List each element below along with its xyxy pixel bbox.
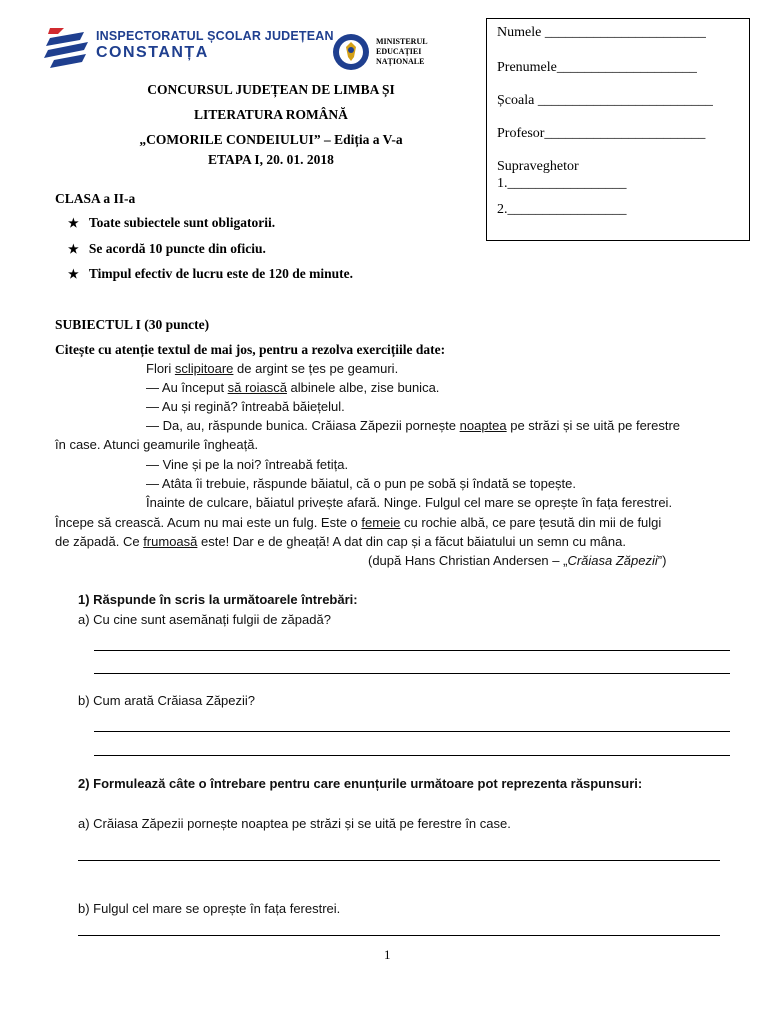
rule-item [68,241,266,257]
subject-heading: SUBIECTUL I (30 puncte) [55,317,210,332]
question-1-heading: 1) Răspunde în scris la următoarele întrebări: [78,592,358,607]
rule-text: Toate subiectele sunt obligatorii. [88,215,276,230]
text-line: Flori sclipitoare de argint se țes pe geamuri. [146,361,399,376]
contest-title-line1: CONCURSUL JUDEȚEAN DE LIMBA ȘI [147,82,395,97]
field-profesor[interactable]: Profesor_______________________ [497,126,706,141]
star-icon: ★ [68,216,79,230]
answer-line[interactable] [78,935,720,936]
answer-line[interactable] [94,755,730,756]
contest-title-line3 [96,132,446,148]
text-line: — Au început să roiască albinele albe, zise bunica. [146,380,440,395]
ministry-line1: MINISTERUL [376,37,428,46]
rule-item [68,215,275,231]
class-label: CLASA a II-a [55,191,136,206]
answer-line[interactable] [94,650,730,651]
isj-title-line1: INSPECTORATUL ȘCOLAR JUDEȚEAN [96,29,334,43]
question-1a: a) Cu cine sunt asemănați fulgii de zăpadă? [78,612,331,627]
text-line: — Atâta îi trebuie, răspunde băiatul, că o pun pe sobă și îndată se topește. [146,476,577,491]
ministry-line2: EDUCAȚIEI [376,47,422,56]
field-nume[interactable]: Numele _______________________ [497,25,706,40]
rule-text: Se acordă 10 puncte din oficiu. [88,241,266,256]
ministry-line3: NAȚIONALE [376,57,425,66]
field-prenume[interactable]: Prenumele____________________ [497,60,697,75]
question-1b: b) Cum arată Crăiasa Zăpezii? [78,693,256,708]
ministry-label [376,37,428,67]
title-line3-b: iția a V-a [350,132,403,147]
text-line: în case. Atunci geamurile îngheață. [55,437,259,452]
question-2-heading: 2) Formulează câte o întrebare pentru care enunțurile următoare pot reprezenta răspunsuri: [78,776,643,791]
title-line3-a: „COMORILE CONDEIULUI” – Ed [139,132,351,147]
isj-logo-icon [44,24,94,68]
star-icon: ★ [68,242,79,256]
field-supraveghetor-label: Supraveghetor [497,159,579,174]
contest-stage: ETAPA I, 20. 01. 2018 [208,152,334,167]
field-supraveghetor-2[interactable]: 2._________________ [497,202,627,217]
page-number: 1 [384,947,391,962]
rule-item [68,266,353,282]
answer-line[interactable] [94,731,730,732]
contest-title-line2: LITERATURA ROMÂNĂ [194,107,348,122]
answer-line[interactable] [94,673,730,674]
field-scoala[interactable]: Școala _________________________ [497,93,713,108]
star-icon: ★ [68,267,79,281]
question-2a: a) Crăiasa Zăpezii pornește noaptea pe străzi și se uită pe ferestre în case. [78,816,511,831]
text-line: Înainte de culcare, băiatul privește afară. Ninge. Fulgul cel mare se oprește în fața ferestrei. [146,495,673,510]
text-line: — Da, au, răspunde bunica. Crăiasa Zăpezii pornește noaptea pe străzi și se uită pe ferestre [146,418,681,433]
text-line: de zăpadă. Ce frumoasă este! Dar e de gheață! A dat din cap și a făcut băiatului un semn cu mâna. [55,534,626,549]
answer-line[interactable] [78,860,720,861]
rule-text: Timpul efectiv de lucru este de 120 de minute. [88,266,353,281]
subject-instruction: Citește cu atenție textul de mai jos, pentru a rezolva exercițiile date: [55,342,446,357]
ministry-crest-icon [332,33,370,71]
text-line: — Au și regină? întreabă băiețelul. [146,399,345,414]
field-supraveghetor-1[interactable]: 1._________________ [497,176,627,191]
text-line: Începe să crească. Acum nu mai este un fulg. Este o femeie cu rochie albă, ce pare țesută din mii de fulgi [55,515,662,530]
isj-title-line2: CONSTANȚA [96,44,209,61]
text-source: (după Hans Christian Andersen – „Crăiasa Zăpezii”) [368,553,667,568]
text-line: — Vine și pe la noi? întreabă fetița. [146,457,349,472]
question-2b: b) Fulgul cel mare se oprește în fața ferestrei. [78,901,341,916]
